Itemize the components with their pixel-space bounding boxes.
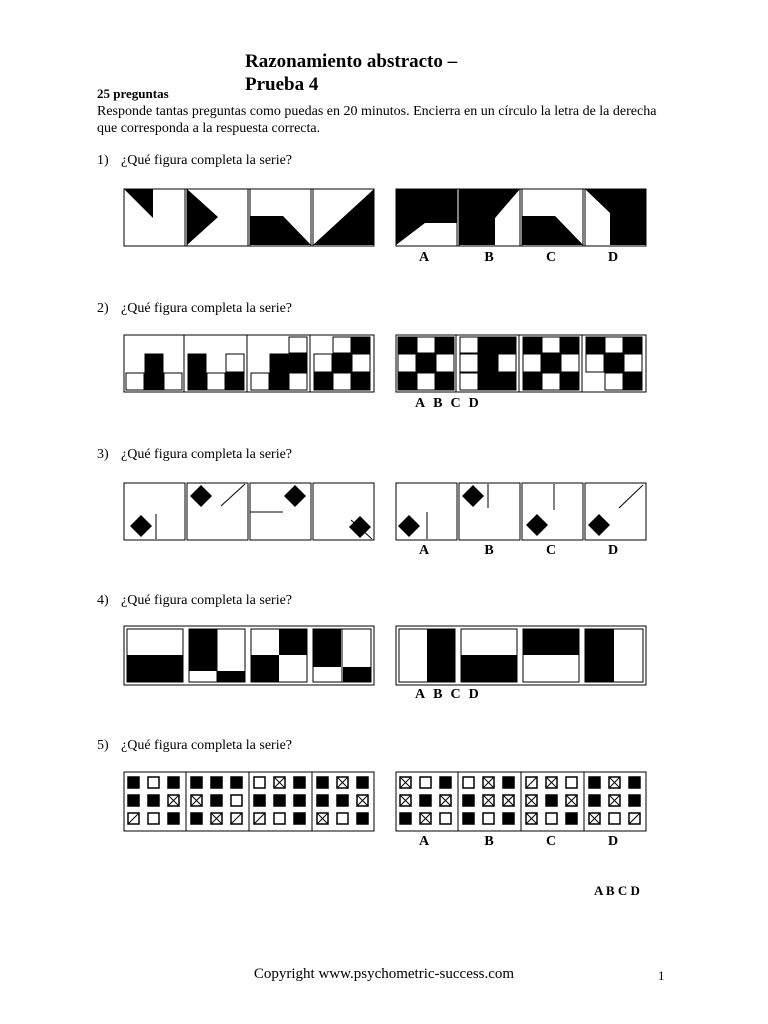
page-number: 1: [658, 968, 665, 983]
q2-option-c[interactable]: C: [450, 396, 461, 411]
pattern-square: [463, 777, 474, 788]
q3-series: [123, 482, 375, 542]
question-3: [97, 447, 292, 463]
pattern-square: [463, 813, 474, 824]
pattern-square: [546, 795, 557, 806]
pattern-square: [317, 795, 328, 806]
pattern-square: [294, 813, 305, 824]
pattern-square: [274, 813, 285, 824]
pattern-square: [168, 813, 179, 824]
title-line-1: Razonamiento abstracto –: [245, 51, 458, 72]
question-3-number: 3): [97, 447, 109, 462]
q2-option-b[interactable]: B: [433, 396, 443, 411]
question-4-number: 4): [97, 593, 109, 608]
pattern-square: [503, 813, 514, 824]
question-2-text: ¿Qué figura completa la serie?: [121, 301, 293, 316]
question-3-text: ¿Qué figura completa la serie?: [121, 447, 293, 462]
pattern-square: [400, 813, 411, 824]
page-title: [245, 50, 457, 96]
pattern-square: [128, 795, 139, 806]
q1-series: [123, 188, 375, 248]
pattern-square: [337, 795, 348, 806]
q4-series: [123, 625, 375, 687]
pattern-square: [254, 795, 265, 806]
pattern-square: [589, 777, 600, 788]
q1-option-c[interactable]: C: [545, 250, 557, 265]
pattern-square: [231, 777, 242, 788]
pattern-square: [231, 795, 242, 806]
q2-option-a[interactable]: A: [415, 396, 426, 411]
question-count: 25 preguntas: [97, 86, 169, 101]
question-5-text: ¿Qué figura completa la serie?: [121, 738, 293, 753]
q3-option-b[interactable]: B: [484, 543, 494, 558]
pattern-square: [274, 795, 285, 806]
instructions: Responde tantas preguntas como puedas en 20 minutos. Encierra en un círculo la letra de la derecha que corresponda a la respuesta correcta.: [97, 104, 657, 136]
pattern-square: [357, 777, 368, 788]
pattern-square: [148, 777, 159, 788]
pattern-square: [589, 795, 600, 806]
question-2: [97, 301, 292, 317]
pattern-square: [148, 813, 159, 824]
q4-option-d[interactable]: D: [468, 687, 479, 702]
title-line-2: Prueba 4: [245, 74, 319, 95]
q4-option-b[interactable]: B: [433, 687, 443, 702]
question-4-text: ¿Qué figura completa la serie?: [121, 593, 293, 608]
pattern-square: [609, 813, 620, 824]
pattern-square: [566, 777, 577, 788]
pattern-square: [128, 777, 139, 788]
pattern-square: [191, 777, 202, 788]
q5-option-b[interactable]: B: [484, 834, 494, 849]
pattern-square: [211, 795, 222, 806]
footer-copyright: Copyright www.psychometric-success.com: [253, 966, 515, 982]
pattern-square: [483, 813, 494, 824]
q1-option-d[interactable]: D: [607, 250, 619, 265]
q5-options[interactable]: [395, 771, 647, 833]
question-1-text: ¿Qué figura completa la serie?: [121, 153, 293, 168]
pattern-square: [629, 777, 640, 788]
q4-option-c[interactable]: C: [450, 687, 461, 702]
pattern-square: [420, 795, 431, 806]
question-4: [97, 593, 292, 609]
pattern-square: [254, 777, 265, 788]
pattern-square: [168, 777, 179, 788]
pattern-square: [566, 813, 577, 824]
q1-options[interactable]: [395, 188, 647, 248]
answer-letters[interactable]: A B C D: [594, 883, 640, 898]
pattern-square: [629, 795, 640, 806]
q5-option-a[interactable]: A: [418, 834, 430, 849]
q1-option-b[interactable]: B: [484, 250, 494, 265]
q3-option-a[interactable]: A: [418, 543, 430, 558]
question-5-number: 5): [97, 738, 109, 753]
pattern-square: [211, 777, 222, 788]
q5-series: [123, 771, 375, 833]
pattern-square: [294, 795, 305, 806]
q5-option-c[interactable]: C: [545, 834, 557, 849]
pattern-square: [463, 795, 474, 806]
q3-option-d[interactable]: D: [607, 543, 619, 558]
q4-options[interactable]: [395, 625, 647, 687]
pattern-square: [440, 813, 451, 824]
question-1-number: 1): [97, 153, 109, 168]
q4-option-a[interactable]: A: [415, 687, 426, 702]
q5-option-d[interactable]: D: [607, 834, 619, 849]
pattern-square: [420, 777, 431, 788]
pattern-square: [191, 813, 202, 824]
q2-option-d[interactable]: D: [468, 396, 479, 411]
pattern-square: [440, 777, 451, 788]
q2-option-labels[interactable]: [415, 396, 487, 412]
pattern-square: [148, 795, 159, 806]
pattern-square: [546, 813, 557, 824]
pattern-square: [337, 813, 348, 824]
q2-options[interactable]: [395, 334, 647, 394]
q4-option-labels[interactable]: [415, 687, 487, 703]
question-5: [97, 738, 292, 754]
pattern-square: [503, 777, 514, 788]
q3-options[interactable]: [395, 482, 647, 542]
q2-series: [123, 334, 375, 394]
pattern-square: [357, 813, 368, 824]
pattern-square: [317, 777, 328, 788]
pattern-square: [294, 777, 305, 788]
q1-option-a[interactable]: A: [418, 250, 430, 265]
question-2-number: 2): [97, 301, 109, 316]
q3-option-c[interactable]: C: [545, 543, 557, 558]
question-1: [97, 153, 292, 169]
